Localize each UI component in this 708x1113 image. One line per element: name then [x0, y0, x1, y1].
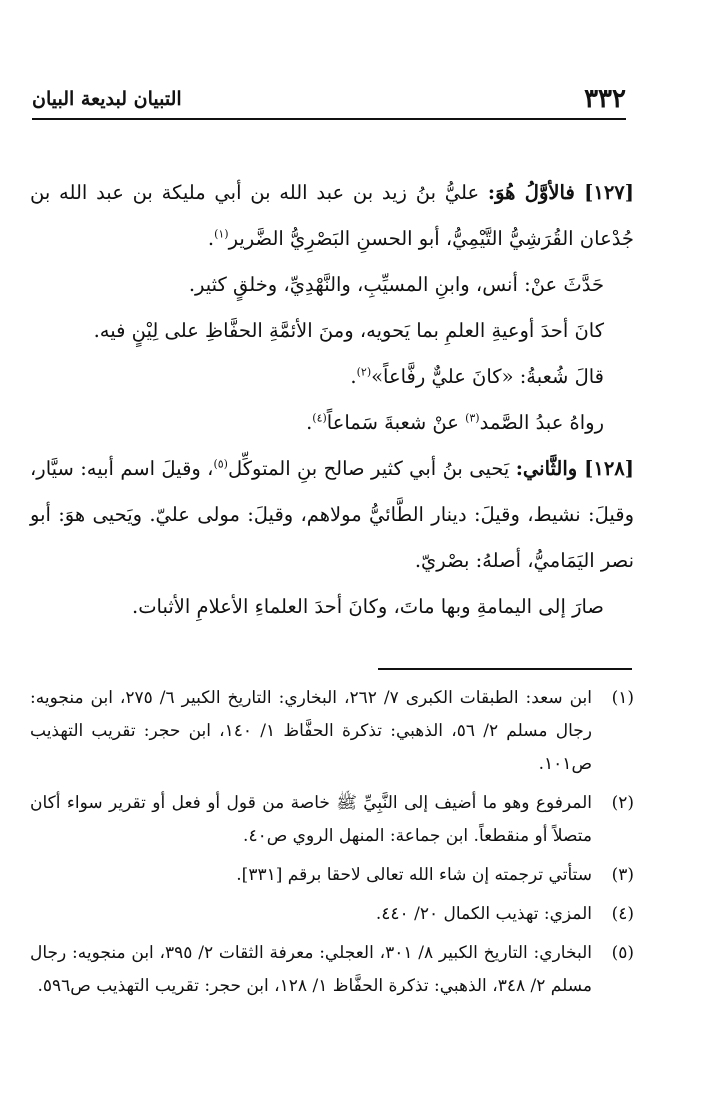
entry-127	[30, 170, 634, 262]
footnote-number: (٣)	[611, 865, 634, 885]
footnote-separator	[378, 668, 632, 670]
entry-128	[30, 446, 634, 584]
footnote-number: (١)	[611, 688, 634, 708]
footnote-number: (٥)	[611, 943, 634, 963]
narration-text: عنْ شعبةَ سَماعاً	[326, 411, 466, 434]
narration-text: رواهُ عبدُ الصَّمد	[479, 411, 604, 434]
footnote-text: ابن سعد: الطبقات الكبرى ٧/ ٢٦٢، البخاري: التاريخ الكبير ٦/ ٢٧٥، ابن منجويه: رجال مسلم ٢/ ٥٦، الذهبي: تذكرة الحفَّاظ ١/ ١٤٠، ابن حجر: تقريب التهذيب ص١٠١.	[30, 688, 592, 774]
footnote-text: المزي: تهذيب الكمال ٢٠/ ٤٤٠.	[375, 904, 592, 924]
description-paragraph: كانَ أحدَ أوعيةِ العلمِ بما يَحويه، ومنَ الأئمَّةِ الحفَّاظِ على لِيْنٍ فيه.	[93, 319, 604, 342]
entry-text: يَحيى بنُ أبي كثير صالح بنِ المتوكِّل	[227, 457, 516, 480]
footnote-text: البخاري: التاريخ الكبير ٨/ ٣٠١، العجلي: معرفة الثقات ٢/ ٣٩٥، ابن منجويه: رجال مسلم ٢/ ٣٤٨، الذهبي: تذكرة الحفَّاظ ١/ ١٢٨، ابن حجر: تقريب التهذيب ص٥٩٦.	[30, 943, 592, 996]
footnote-ref: (٢)	[356, 365, 372, 379]
entry-text: ، وقيلَ اسم أبيه: سيَّار، وقيلَ: نشيط، وقيلَ: دينار الطَّائيُّ مولاهم، وقيلَ: مولى عليّ. ويَحيى هوَ: أبو نصر اليَمَاميُّ، أصلهُ: بصْريّ.	[30, 457, 634, 572]
footnote-number: (٤)	[611, 904, 634, 924]
entry-text: عليُّ بنُ زيد بن عبد الله بن أبي مليكة بن عبد الله بن جُدْعان القُرَشِيُّ التَّيْمِيُّ، أبو الحسنِ البَصْرِيُّ الضَّرير	[30, 181, 634, 250]
footnote-number: (٢)	[611, 793, 634, 813]
footnote-item	[30, 898, 634, 931]
book-title: التبيان لبديعة البيان	[32, 88, 182, 110]
footnote-item	[30, 787, 634, 853]
footnotes	[30, 682, 634, 1009]
footnote-ref: (٤)	[312, 411, 327, 425]
quote-paragraph	[30, 354, 634, 400]
footnote-item	[30, 682, 634, 781]
footnote-ref: (٣)	[465, 411, 480, 425]
main-text	[30, 170, 634, 630]
entry-text: .	[207, 227, 215, 250]
entry-heading: [١٢٨] والثَّاني:	[515, 457, 635, 480]
quote-end: .	[350, 365, 357, 388]
narration-end: .	[306, 411, 313, 434]
footnote-ref: (١)	[214, 227, 229, 241]
narrators-paragraph: حَدَّثَ عنْ: أنس، وابنِ المسيِّبِ، والنَّهْدِيِّ، وخلقٍ كثير.	[188, 273, 604, 296]
footnote-text: ستأتي ترجمته إن شاء الله تعالى لاحقا برقم [٣٣١].	[236, 865, 592, 885]
quote-text: قالَ شُعبةُ: «كانَ عليٌّ رفَّاعاً»	[371, 365, 604, 388]
footnote-text: المرفوع وهو ما أضيف إلى النَّبِيِّ ﷺ خاصة من قول أو فعل أو تقرير سواء أكان متصلاً أو منقطعاً. ابن جماعة: المنهل الروي ص٤٠.	[30, 793, 592, 846]
narration-paragraph	[30, 400, 634, 446]
closing-paragraph: صارَ إلى اليمامةِ وبها ماتَ، وكانَ أحدَ العلماءِ الأعلامِ الأثبات.	[132, 595, 604, 618]
footnote-ref: (٥)	[213, 457, 228, 471]
footnote-item	[30, 937, 634, 1003]
footnote-item	[30, 859, 634, 892]
entry-heading: [١٢٧] فالأوَّلُ هُوَ:	[487, 181, 635, 204]
page-header	[32, 82, 626, 120]
page-number: ٣٣٢	[584, 84, 626, 114]
